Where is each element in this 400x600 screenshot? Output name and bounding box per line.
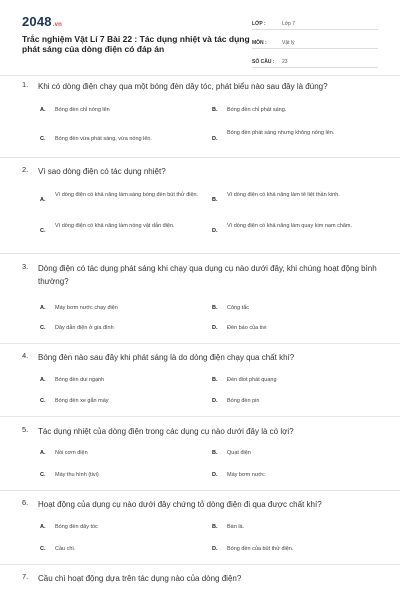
option-letter: B. — [212, 524, 218, 530]
info-value: Lớp 7 — [282, 21, 296, 27]
option-text: Máy thu hình (tivi) — [55, 472, 99, 478]
question-text: Vì sao dòng điện có tác dụng nhiệt? — [38, 167, 166, 176]
option-letter: A. — [40, 377, 46, 383]
page-title: Trắc nghiệm Vật Lí 7 Bài 22 : Tác dụng nhiệt và tác dụng phát sáng của dòng điện có đáp án — [22, 34, 250, 54]
option-letter: D. — [212, 228, 218, 234]
option-letter: B. — [212, 377, 218, 383]
logo-suffix: .vn — [52, 22, 63, 28]
option-letter: A. — [40, 107, 46, 113]
option-letter: C. — [40, 546, 46, 552]
option-letter: A. — [40, 524, 46, 530]
info-row-subject — [252, 35, 378, 49]
page-header — [0, 0, 400, 80]
question-number: 6. — [22, 498, 29, 507]
option-letter: D. — [212, 398, 218, 404]
question-text: Hoạt động của dụng cụ nào dưới đây chứng tỏ dòng điện đi qua được chất khí? — [38, 500, 322, 509]
option-text: Nồi cơm điện — [55, 450, 88, 456]
option-text: Bóng đèn pin — [227, 398, 260, 404]
question-divider — [0, 416, 400, 417]
option-text: Vì dòng điện có khả năng làm tê liệt thần kinh. — [227, 192, 340, 198]
question-divider — [0, 343, 400, 344]
option-letter: A. — [40, 305, 46, 311]
option-text: Bóng đèn phát sáng nhưng không nóng lên. — [227, 130, 335, 136]
info-panel — [252, 16, 378, 73]
header-divider — [0, 75, 400, 76]
question-divider — [0, 253, 400, 254]
logo-main: 2048 — [22, 14, 52, 29]
question-text: Tác dụng nhiệt của dòng điện trong các dụng cụ nào dưới đây là có lợi? — [38, 427, 294, 436]
option-text: Bóng đèn của bút thử điện. — [227, 546, 294, 552]
question-text: Khi có dòng điện chạy qua một bóng đèn dây tóc, phát biểu nào sau đây là đúng? — [38, 82, 328, 91]
option-letter: C. — [40, 325, 46, 331]
question-number: 2. — [22, 165, 29, 174]
question-divider — [0, 490, 400, 491]
question-text: Cầu chì hoạt động dựa trên tác dụng nào của dòng điện? — [38, 574, 242, 583]
option-text: Đèn báo của tivi — [227, 325, 267, 331]
option-text: Bóng đèn vừa phát sáng, vừa nóng lên. — [55, 136, 152, 142]
option-text: Bàn là. — [227, 524, 245, 530]
info-label: SỐ CÂU : — [252, 59, 275, 65]
option-letter: B. — [212, 305, 218, 311]
option-text: Đèn điot phát quang — [227, 377, 277, 383]
site-logo[interactable] — [22, 14, 62, 29]
option-text: Bóng đèn xe gắn máy — [55, 398, 109, 404]
question-number: 7. — [22, 572, 29, 581]
info-row-count — [252, 54, 378, 68]
option-text: Vì dòng điện có khả năng làm nóng vật dẫn điện. — [55, 223, 175, 229]
question-text: Bóng đèn nào sau đây khi phát sáng là do dòng điện chạy qua chất khí? — [38, 353, 295, 362]
option-text: Cầu chì. — [55, 546, 76, 552]
option-letter: B. — [212, 107, 218, 113]
option-letter: B. — [212, 197, 218, 203]
info-label: MÔN : — [252, 40, 267, 46]
question-number: 3. — [22, 262, 29, 271]
info-value: 23 — [282, 59, 288, 65]
option-text: Vì dòng điện có khả năng làm sáng bóng đèn bút thử điện. — [55, 192, 199, 198]
option-text: Dây dẫn điện ở gia đình — [55, 325, 114, 331]
option-letter: D. — [212, 472, 218, 478]
option-text: Bóng đèn chỉ nóng lên — [55, 107, 110, 113]
info-label: LỚP : — [252, 21, 266, 27]
question-divider — [0, 564, 400, 565]
option-letter: D. — [212, 136, 218, 142]
option-letter: C. — [40, 472, 46, 478]
option-letter: C. — [40, 228, 46, 234]
option-letter: D. — [212, 325, 218, 331]
question-number: 5. — [22, 425, 29, 434]
option-letter: D. — [212, 546, 218, 552]
option-letter: B. — [212, 450, 218, 456]
option-text: Công tắc — [227, 305, 250, 311]
option-text: Bóng đèn chỉ phát sáng. — [227, 107, 287, 113]
option-letter: C. — [40, 398, 46, 404]
info-row-grade — [252, 16, 378, 30]
option-text: Máy bơm nước — [227, 472, 265, 478]
question-number: 4. — [22, 351, 29, 360]
info-value: Vật lý — [282, 40, 295, 46]
question-number: 1. — [22, 80, 29, 89]
option-text: Bóng đèn dây tóc — [55, 524, 98, 530]
option-text: Quạt điện — [227, 450, 251, 456]
question-text: Dòng điện có tác dụng phát sáng khi chạy qua dụng cụ nào dưới đây, khi chúng hoạt động bình thường? — [38, 264, 377, 286]
option-letter: A. — [40, 197, 46, 203]
option-letter: C. — [40, 136, 46, 142]
option-text: Máy bơm nước chạy điện — [55, 305, 118, 311]
option-text: Bóng đèn dui ngạnh — [55, 377, 105, 383]
option-letter: A. — [40, 450, 46, 456]
option-text: Vì dòng điện có khả năng làm quay kim nam châm. — [227, 223, 353, 229]
question-divider — [0, 157, 400, 158]
